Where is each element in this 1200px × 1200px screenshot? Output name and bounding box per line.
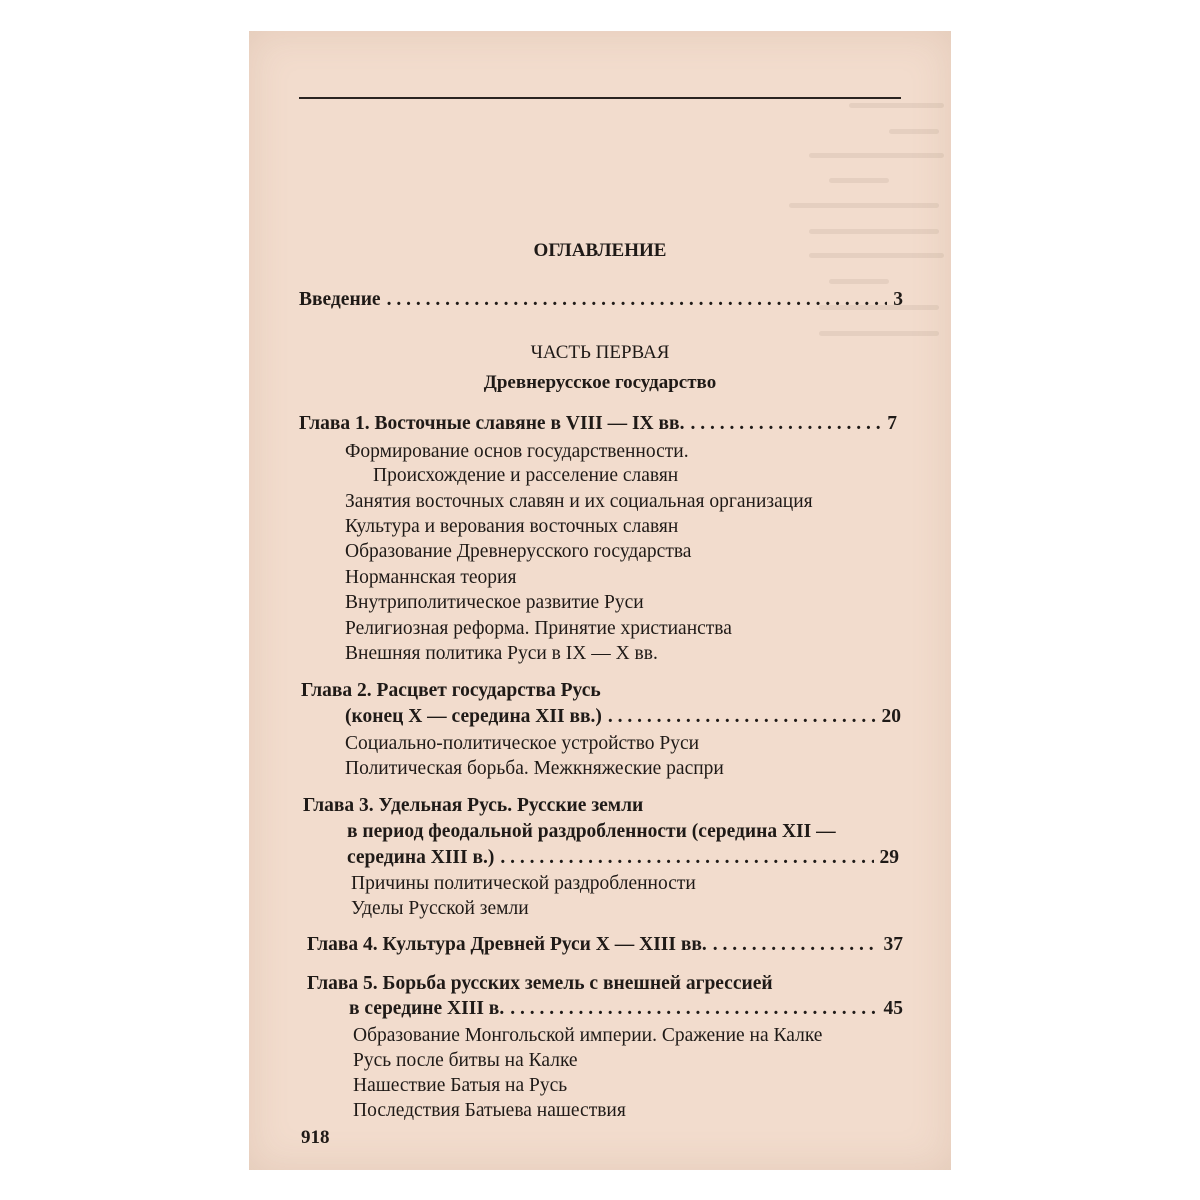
- toc-entry-chapter-5[interactable]: [349, 997, 903, 1021]
- intro-page: 3: [893, 289, 903, 310]
- section-item: Происхождение и расселение славян: [373, 465, 679, 486]
- book-page: [249, 31, 951, 1170]
- toc-entry-chapter-3[interactable]: [347, 846, 899, 870]
- chapter-page: 29: [879, 847, 899, 868]
- page-number: 918: [301, 1127, 330, 1148]
- toc-entry-chapter-2[interactable]: [345, 705, 901, 729]
- dot-leader: [510, 997, 877, 1021]
- section-item: Социально-политическое устройство Руси: [345, 733, 700, 754]
- chapter-title-cont: середина XIII в.): [347, 847, 495, 868]
- header-rule: [299, 97, 901, 99]
- dot-leader: [690, 412, 881, 436]
- section-item: Религиозная реформа. Принятие христианства: [345, 618, 732, 639]
- dot-leader: [387, 288, 888, 312]
- toc-entry-intro[interactable]: [299, 288, 903, 312]
- dot-leader: [608, 705, 876, 729]
- section-item: Русь после битвы на Калке: [353, 1050, 578, 1071]
- chapter-title: Глава 1. Восточные славяне в VIII — IX вв.: [299, 413, 685, 434]
- section-item: Образование Монгольской империи. Сражение на Калке: [353, 1025, 823, 1046]
- chapter-title: Глава 2. Расцвет государства Русь: [301, 680, 601, 701]
- chapter-page: 20: [881, 706, 901, 727]
- dot-leader: [500, 846, 873, 870]
- dot-leader: [713, 933, 878, 957]
- section-item: Образование Древнерусского государства: [345, 541, 692, 562]
- section-item: Причины политической раздробленности: [351, 873, 696, 894]
- chapter-title-cont: в середине XIII в.: [349, 998, 505, 1019]
- part-label: ЧАСТЬ ПЕРВАЯ: [530, 342, 670, 363]
- toc-title: ОГЛАВЛЕНИЕ: [533, 240, 667, 261]
- section-item: Внешняя политика Руси в IX — X вв.: [345, 643, 658, 664]
- chapter-title: Глава 3. Удельная Русь. Русские земли: [303, 795, 644, 816]
- section-item: Внутриполитическое развитие Руси: [345, 592, 644, 613]
- chapter-title-cont: в период феодальной раздробленности (середина XII —: [347, 821, 836, 842]
- chapter-title: Глава 4. Культура Древней Руси X — XIII вв.: [307, 934, 707, 955]
- part-subtitle: Древнерусское государство: [483, 372, 717, 393]
- section-item: Культура и верования восточных славян: [345, 516, 679, 537]
- chapter-page: 37: [883, 934, 903, 955]
- toc-entry-chapter-4[interactable]: [307, 933, 903, 957]
- toc-entry-chapter-1[interactable]: [299, 412, 897, 436]
- section-item: Нашествие Батыя на Русь: [353, 1075, 568, 1096]
- chapter-page: 45: [883, 998, 903, 1019]
- section-item: Занятия восточных славян и их социальная организация: [345, 491, 813, 512]
- section-item: Последствия Батыева нашествия: [353, 1100, 626, 1121]
- intro-label: Введение: [299, 289, 381, 310]
- chapter-title: Глава 5. Борьба русских земель с внешней агрессией: [307, 973, 773, 994]
- chapter-title-cont: (конец X — середина XII вв.): [345, 706, 602, 727]
- section-item: Формирование основ государственности.: [345, 441, 689, 462]
- section-item: Уделы Русской земли: [351, 898, 529, 919]
- section-item: Политическая борьба. Межкняжеские распри: [345, 758, 724, 779]
- section-item: Норманнская теория: [345, 567, 517, 588]
- chapter-page: 7: [887, 413, 897, 434]
